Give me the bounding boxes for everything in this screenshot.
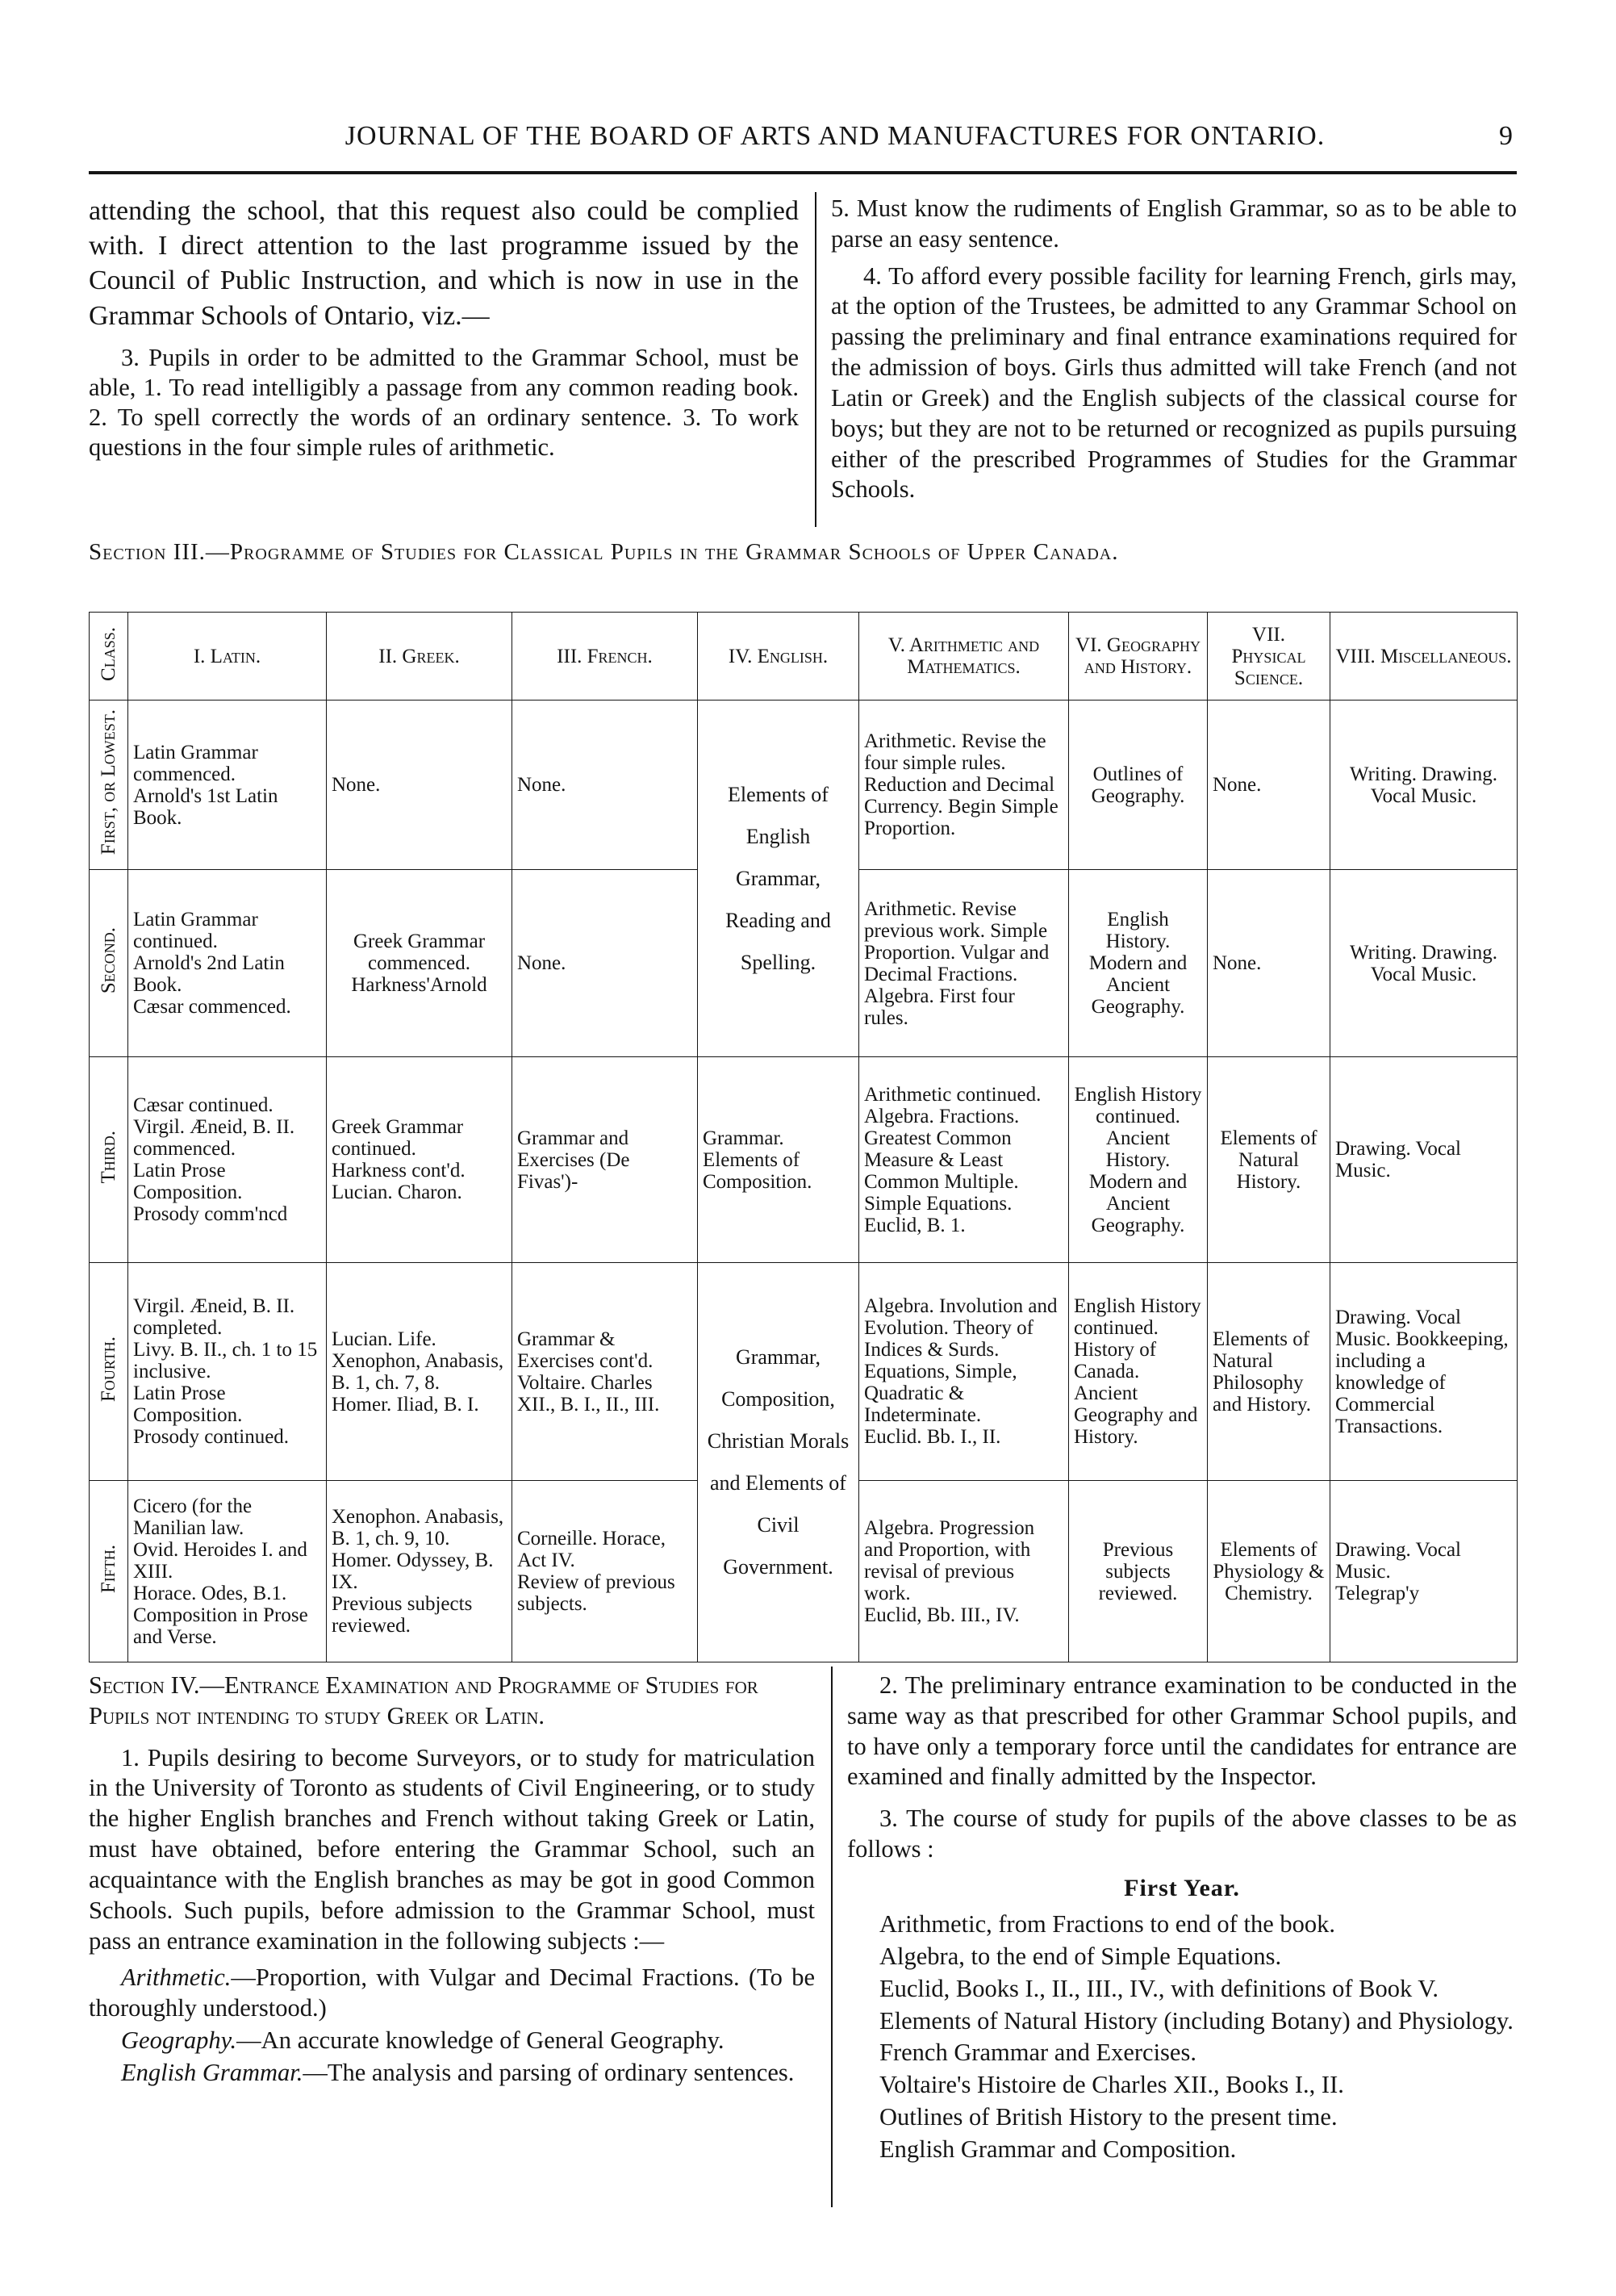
class-cell: Fourth. — [90, 1263, 128, 1481]
header-geography: VI. Geography and History. — [1069, 613, 1208, 701]
list-item: Elements of Natural History (including Botany) and Physiology. — [879, 2006, 1514, 2035]
english-grammar-requirement — [89, 2058, 815, 2089]
list-item: French Grammar and Exercises. — [879, 2039, 1196, 2067]
math-cell: Arithmetic. Revise previous work. Simple Proportion. Vulgar and Decimal Fractions. Algebra. First four rules. — [859, 870, 1069, 1057]
list-item: English Grammar and Composition. — [879, 2135, 1237, 2163]
header-math: V. Arithmetic and Mathematics. — [859, 613, 1069, 701]
column-divider-top — [815, 192, 816, 527]
science-cell: None. — [1208, 870, 1330, 1057]
page-header — [157, 121, 1513, 169]
latin-cell: Latin Grammar commenced. Arnold's 1st Latin Book. — [128, 701, 327, 870]
geography-cell: English History. Modern and Ancient Geography. — [1069, 870, 1208, 1057]
top-left-paragraph-1: attending the school, that this request also could be complied with. I direct attention to the last programme issued by the Council of Public Instruction, and which is now in use in the Grammar Schools of Ontario, viz.— — [89, 196, 799, 331]
list-item: Voltaire's Histoire de Charles XII., Books I., II. — [879, 2071, 1344, 2099]
english-merged-cell: Elements of English Grammar, Reading and Spelling. — [698, 701, 859, 1057]
top-left-paragraph-2: 3. Pupils in order to be admitted to the Grammar School, must be able, 1. To read intelligibly a passage from any common reading book. 2. To spell correctly the words of an ordinary sentence. 3. To work questions in the four simple rules of arithmetic. — [89, 343, 799, 462]
french-cell: Grammar & Exercises cont'd. Voltaire. Charles XII., B. I., II., III. — [512, 1263, 698, 1481]
bottom-right-column — [847, 1671, 1517, 2167]
programme-table — [89, 612, 1518, 1662]
table-row-third — [90, 1057, 1518, 1263]
latin-cell: Cicero (for the Manilian law. Ovid. Heroides I. and XIII. Horace. Odes, B.1. Composition in Prose and Verse. — [128, 1481, 327, 1662]
top-right-paragraph-1: 5. Must know the rudiments of English Grammar, so as to be able to parse an easy sentence. — [831, 194, 1517, 253]
header-misc: VIII. Miscellaneous. — [1330, 613, 1518, 701]
header-english: IV. English. — [698, 613, 859, 701]
geography-cell: Outlines of Geography. — [1069, 701, 1208, 870]
section-4-title: —Entrance Examination and Programme of Studies for Pupils not intending to study Greek or Latin. — [89, 1671, 758, 1729]
english-merged-lower-cell: Grammar, Composition, Christian Morals and Elements of Civil Government. — [698, 1263, 859, 1662]
header-science: VII. Physical Science. — [1208, 613, 1330, 701]
bottom-left-paragraph-1: 1. Pupils desiring to become Surveyors, or to study for matriculation in the University of Toronto as students of Civil Engineering, or to study the higher English branches and French without taking Greek or Latin, must have obtained, before entering the Grammar School, such an acquaintance with the English branches as may be got in good Common Schools. Such pupils, before admission to the Grammar School, must pass an entrance examination in the following subjects :— — [89, 1743, 815, 1955]
misc-cell: Drawing. Vocal Music. Telegrap'y — [1330, 1481, 1518, 1662]
list-item: Outlines of British History to the present time. — [879, 2102, 1338, 2131]
english-grammar-label: English Grammar. — [121, 2058, 303, 2086]
top-left-column — [89, 194, 799, 470]
science-cell: Elements of Natural Philosophy and History. — [1208, 1263, 1330, 1481]
class-cell: Fifth. — [90, 1481, 128, 1662]
section-3-title: —Programme of Studies for Classical Pupils in the Grammar Schools of Upper Canada. — [205, 539, 1119, 565]
latin-cell: Latin Grammar continued. Arnold's 2nd Latin Book. Cæsar commenced. — [128, 870, 327, 1057]
list-item: Algebra, to the end of Simple Equations. — [879, 1942, 1282, 1970]
bottom-right-paragraph-2: 3. The course of study for pupils of the above classes to be as follows : — [847, 1805, 1517, 1863]
greek-cell: Greek Grammar continued. Harkness cont'd. Lucian. Charon. — [327, 1057, 512, 1263]
geography-cell: English History continued. Ancient History. Modern and Ancient Geography. — [1069, 1057, 1208, 1263]
list-item: Arithmetic, from Fractions to end of the book. — [879, 1910, 1335, 1938]
science-cell: Elements of Physiology & Chemistry. — [1208, 1481, 1330, 1662]
journal-title: JOURNAL OF THE BOARD OF ARTS AND MANUFACTURES FOR ONTARIO. — [344, 121, 1326, 151]
class-cell: Second. — [90, 870, 128, 1057]
french-cell: Grammar and Exercises (De Fivas')- — [512, 1057, 698, 1263]
column-divider-bottom — [831, 1667, 833, 2207]
table-header-row — [90, 613, 1518, 701]
misc-cell: Writing. Drawing. Vocal Music. — [1330, 701, 1518, 870]
top-right-column — [831, 194, 1517, 512]
math-cell: Arithmetic. Revise the four simple rules. Reduction and Decimal Currency. Begin Simple Proportion. — [859, 701, 1069, 870]
geography-cell: English History continued. History of Canada. Ancient Geography and History. — [1069, 1263, 1208, 1481]
geography-text: —An accurate knowledge of General Geography. — [236, 2026, 724, 2054]
latin-cell: Cæsar continued. Virgil. Æneid, B. II. commenced. Latin Prose Composition. Prosody comm'ncd — [128, 1057, 327, 1263]
class-cell: Third. — [90, 1057, 128, 1263]
english-grammar-text: —The analysis and parsing of ordinary sentences. — [303, 2058, 795, 2086]
misc-cell: Drawing. Vocal Music. — [1330, 1057, 1518, 1263]
science-cell: None. — [1208, 701, 1330, 870]
arithmetic-label: Arithmetic. — [121, 1964, 232, 1992]
arithmetic-requirement — [89, 1963, 815, 2024]
page-number: 9 — [1499, 121, 1513, 151]
first-year-list — [847, 1909, 1517, 2165]
geography-cell: Previous subjects reviewed. — [1069, 1481, 1208, 1662]
bottom-left-column — [89, 1671, 815, 2095]
header-rule — [89, 171, 1517, 174]
math-cell: Algebra. Progression and Proportion, with revisal of previous work. Euclid, Bb. III., IV. — [859, 1481, 1069, 1662]
english-cell: Grammar. Elements of Composition. — [698, 1057, 859, 1263]
table-row-fourth — [90, 1263, 1518, 1481]
french-cell: None. — [512, 870, 698, 1057]
section-4-label: Section IV. — [89, 1671, 200, 1699]
greek-cell: Xenophon. Anabasis, B. 1, ch. 9, 10. Homer. Odyssey, B. IX. Previous subjects reviewed. — [327, 1481, 512, 1662]
geography-label: Geography. — [121, 2026, 237, 2054]
header-greek: II. Greek. — [327, 613, 512, 701]
top-right-paragraph-2: 4. To afford every possible facility for learning French, girls may, at the option of the Trustees, be admitted to any Grammar School on passing the preliminary and final entrance examinations required for the admission of boys. Girls thus admitted will take French (and not Latin or Greek) and the English subjects of the classical course for boys; but they are not to be returned or recognized as pupils pursuing either of the prescribed Programmes of Studies for the Grammar Schools. — [831, 261, 1517, 504]
arithmetic-text: —Proportion, with Vulgar and Decimal Fractions. (To be thoroughly understood.) — [89, 1964, 815, 2022]
french-cell: Corneille. Horace, Act IV. Review of previous subjects. — [512, 1481, 698, 1662]
table-row-first — [90, 701, 1518, 870]
first-year-heading: First Year. — [1124, 1874, 1240, 1901]
geography-requirement — [89, 2026, 815, 2056]
list-item: Euclid, Books I., II., III., IV., with definitions of Book V. — [879, 1974, 1439, 2002]
greek-cell: Lucian. Life. Xenophon, Anabasis, B. 1, ch. 7, 8. Homer. Iliad, B. I. — [327, 1263, 512, 1481]
science-cell: Elements of Natural History. — [1208, 1057, 1330, 1263]
section-3-label: Section III. — [89, 539, 206, 565]
bottom-right-paragraph-1: 2. The preliminary entrance examination to be conducted in the same way as that prescribed for other Grammar School pupils, and to have only a temporary force until the candidates for entrance are examined and finally admitted by the Inspector. — [847, 1671, 1517, 1791]
greek-cell: None. — [327, 701, 512, 870]
math-cell: Algebra. Involution and Evolution. Theory of Indices & Surds. Equations, Simple, Quadratic & Indeterminate. Euclid. Bb. I., II. — [859, 1263, 1069, 1481]
french-cell: None. — [512, 701, 698, 870]
misc-cell: Writing. Drawing. Vocal Music. — [1330, 870, 1518, 1057]
latin-cell: Virgil. Æneid, B. II. completed. Livy. B. II., ch. 1 to 15 inclusive. Latin Prose Composition. Prosody continued. — [128, 1263, 327, 1481]
header-class: Class. — [90, 613, 128, 701]
class-cell: First, or Lowest. — [90, 701, 128, 870]
header-latin: I. Latin. — [128, 613, 327, 701]
section-4-heading — [89, 1671, 815, 1732]
greek-cell: Greek Grammar commenced. Harkness'Arnold — [327, 870, 512, 1057]
header-french: III. French. — [512, 613, 698, 701]
math-cell: Arithmetic continued. Algebra. Fractions. Greatest Common Measure & Least Common Multiple. Simple Equations. Euclid, B. 1. — [859, 1057, 1069, 1263]
misc-cell: Drawing. Vocal Music. Bookkeeping, including a knowledge of Commercial Transactions. — [1330, 1263, 1518, 1481]
section-3-heading — [89, 539, 1517, 566]
